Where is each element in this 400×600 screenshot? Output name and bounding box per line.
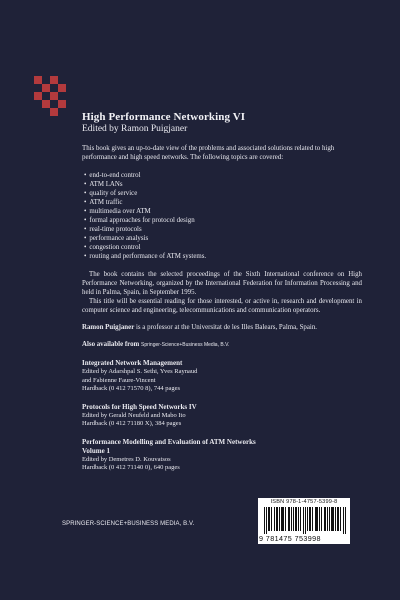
related-book-title: Performance Modelling and Evaluation of ATM Networks <box>82 437 256 446</box>
related-book-title: Protocols for High Speed Networks IV <box>82 402 197 411</box>
related-book-line: Edited by Demetres D. Kouvatsos <box>82 455 171 463</box>
list-item: • end-to-end control <box>84 171 362 180</box>
also-available-heading <box>82 340 362 350</box>
intro-paragraph: This book gives an up-to-date view of the problems and associated solutions related to high performance and high speed networks. The following topics are covered: <box>82 145 335 161</box>
list-item: • multimedia over ATM <box>84 207 362 216</box>
isbn-label: ISBN 978-1-4757-5399-8 <box>270 499 338 505</box>
audience-paragraph: This title will be essential reading for those interested, or active in, research and development in computer science and engineering, telecommunications and communication operators. <box>82 298 362 314</box>
description <box>82 144 362 473</box>
related-book-line: Edited by Gerald Neufeld and Mabo Ito <box>82 411 186 419</box>
related-book <box>82 359 362 394</box>
author-bio <box>82 323 362 332</box>
related-book-line: Hardback (0 412 71180 X), 384 pages <box>82 420 182 427</box>
publisher-imprint: SPRINGER-SCIENCE+BUSINESS MEDIA, B.V. <box>62 521 195 527</box>
also-available-label: Also available from <box>82 341 142 348</box>
list-item: • ATM traffic <box>84 198 362 207</box>
isbn-barcode <box>258 498 350 544</box>
list-item: • ATM LANs <box>84 180 362 189</box>
book-editor: Edited by Ramon Puigjaner <box>82 124 188 134</box>
author-name: Ramon Puigjaner <box>82 324 135 331</box>
related-book <box>82 438 362 473</box>
also-available-publisher: Springer-Science+Business Media, B.V. <box>141 342 230 348</box>
related-book-volume: Volume 1 <box>82 446 110 455</box>
related-book-line: Hardback (0 412 71140 0), 640 pages <box>82 464 180 471</box>
book-title: High Performance Networking VI <box>82 111 246 123</box>
list-item: • congestion control <box>84 243 362 252</box>
list-item: • formal approaches for protocol design <box>84 216 362 225</box>
list-item: • routing and performance of ATM systems. <box>84 252 362 261</box>
barcode-icon <box>264 507 346 534</box>
related-book <box>82 403 362 429</box>
author-description: is a professor at the Universitat de les Illes Balears, Palma, Spain. <box>134 324 318 331</box>
barcode-digits: 9 781475 753998 <box>259 534 321 543</box>
related-book-title: Integrated Network Management <box>82 359 183 367</box>
list-item: • quality of service <box>84 189 362 198</box>
proceedings-paragraph: The book contains the selected proceedings of the Sixth International conference on High Performance Networking, organized by the International Federation for Information Processing and held in Palma, Spain, in September 1995. <box>82 271 362 296</box>
list-item: • performance analysis <box>84 234 362 243</box>
related-book-line: Edited by Adarshpal S. Sethi, Yves Raynaud <box>82 368 198 375</box>
related-book-line: Hardback (0 412 71570 8), 744 pages <box>82 385 181 392</box>
related-book-line: and Fabienne Faure-Vincent <box>82 376 156 384</box>
publisher-logo-icon <box>34 76 70 124</box>
list-item: • real-time protocols <box>84 225 362 234</box>
topic-list <box>82 171 362 261</box>
